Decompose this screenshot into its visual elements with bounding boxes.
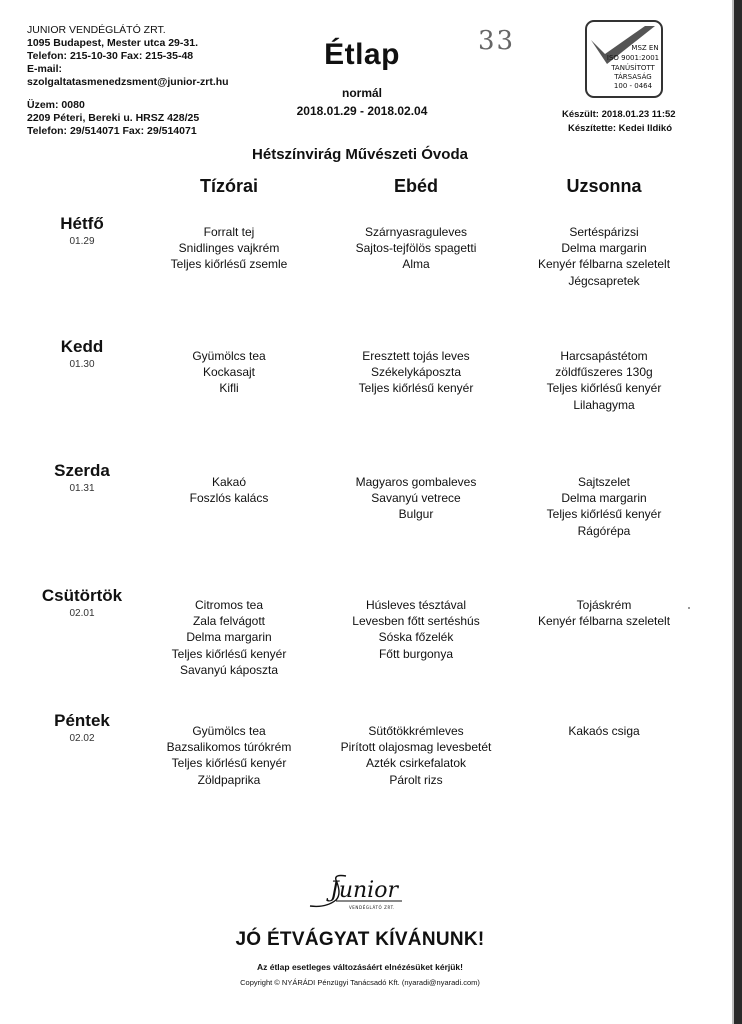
- menu-item: Kenyér félbarna szeletelt: [537, 257, 671, 272]
- company-phone-fax: Telefon: 215-10-30 Fax: 215-35-48: [27, 50, 194, 62]
- menu-item: Delma margarin: [561, 241, 647, 256]
- logo-subtext: VENDÉGLÁTÓ ZRT.: [348, 905, 396, 910]
- menu-item: Forralt tej: [203, 225, 255, 239]
- day-name: Hétfő: [60, 214, 104, 233]
- day-date: 01.29: [69, 236, 95, 247]
- menu-item: Zala felvágott: [192, 614, 266, 629]
- menu-cell-ebed: [311, 224, 521, 273]
- menu-item: Citromos tea: [194, 598, 264, 612]
- menu-item: Lilahagyma: [573, 397, 635, 412]
- cert-line: ISO 9001:2001: [606, 54, 660, 62]
- scan-edge: [734, 0, 742, 1024]
- menu-item: Foszlós kalács: [189, 491, 269, 506]
- menu-type: normál: [341, 86, 382, 100]
- menu-item: Sóska főzelék: [378, 630, 454, 645]
- date-range: 2018.01.29 - 2018.02.04: [296, 104, 428, 118]
- menu-item: Sajtos-tejfölös spagetti: [355, 241, 477, 256]
- cert-line: 100 - 0464: [613, 82, 653, 90]
- menu-cell-uzsonna: [499, 597, 709, 629]
- menu-item: Magyaros gombaleves: [355, 475, 477, 489]
- menu-cell-ebed: [311, 723, 521, 788]
- menu-item: Gyümölcs tea: [192, 349, 266, 363]
- menu-item: Jégcsapretek: [568, 273, 640, 288]
- menu-item: Főtt burgonya: [378, 646, 454, 661]
- company-name: JUNIOR VENDÉGLÁTÓ ZRT.: [27, 24, 166, 36]
- page-title: Étlap: [324, 38, 400, 71]
- menu-item: Levesben főtt sertéshús: [352, 614, 480, 629]
- menu-cell-tizorai: [124, 474, 334, 506]
- day-name: Kedd: [60, 337, 104, 356]
- menu-item: Eresztett tojás leves: [362, 349, 470, 363]
- menu-item: Teljes kiőrlésű zsemle: [170, 257, 288, 272]
- created-date: Készült: 2018.01.23 11:52: [562, 109, 676, 120]
- plant-phone: Telefon: 29/514071 Fax: 29/514071: [27, 125, 197, 137]
- menu-item: Teljes kiőrlésű kenyér: [358, 381, 474, 396]
- menu-item: Gyümölcs tea: [192, 724, 266, 738]
- handwritten-number: 33: [478, 26, 516, 56]
- column-header-uzsonna: Uzsonna: [566, 176, 642, 196]
- column-header-tizorai: Tízórai: [199, 176, 258, 196]
- menu-item: Tojáskrém: [576, 598, 632, 612]
- day-date: 01.31: [69, 483, 95, 494]
- menu-cell-tizorai: [124, 348, 334, 397]
- day-name: Csütörtök: [41, 586, 123, 605]
- day-name: Szerda: [54, 461, 110, 480]
- menu-cell-ebed: [311, 348, 521, 397]
- plant-address: 2209 Péteri, Bereki u. HRSZ 428/25: [27, 112, 200, 124]
- logo-text: Junior: [330, 878, 398, 903]
- company-email: szolgaltatasmenedzsment@junior-zrt.hu: [27, 76, 229, 88]
- menu-cell-uzsonna: [499, 348, 709, 413]
- company-email-label: E-mail:: [27, 63, 63, 75]
- menu-item: Delma margarin: [186, 630, 272, 645]
- menu-item: Székelykáposzta: [370, 365, 462, 380]
- menu-item: Delma margarin: [561, 491, 647, 506]
- junior-logo: [306, 870, 410, 914]
- iso-certificate-badge: [585, 20, 663, 98]
- menu-item: Teljes kiőrlésű kenyér: [171, 756, 287, 771]
- created-by: Készítette: Kedei Ildikó: [568, 123, 672, 134]
- menu-cell-uzsonna: [499, 474, 709, 539]
- menu-item: Húsleves tésztával: [365, 598, 467, 612]
- menu-item: Kenyér félbarna szeletelt: [537, 614, 671, 629]
- menu-cell-tizorai: [124, 597, 334, 678]
- menu-item: Teljes kiőrlésű kenyér: [546, 507, 662, 522]
- menu-item: Sütőtökkrémleves: [368, 724, 464, 738]
- menu-item: zöldfűszeres 130g: [555, 365, 653, 380]
- menu-cell-tizorai: [124, 723, 334, 788]
- institution-name: Hétszínvirág Művészeti Óvoda: [252, 146, 468, 163]
- menu-item: Alma: [402, 257, 430, 272]
- menu-item: Savanyú káposzta: [179, 662, 279, 677]
- menu-cell-ebed: [311, 597, 521, 662]
- cert-line: TÁRSASÁG: [614, 73, 652, 81]
- menu-item: Pirított olajosmag levesbetét: [340, 740, 492, 755]
- menu-item: Azték csirkefalatok: [365, 756, 467, 771]
- menu-cell-uzsonna: [499, 723, 709, 739]
- copyright-note: Copyright © NYÁRÁDI Pénzügyi Tanácsadó Kft. (nyaradi@nyaradi.com): [240, 978, 480, 987]
- menu-item: Sajtszelet: [577, 475, 631, 489]
- menu-item: Bulgur: [398, 507, 434, 522]
- cert-line: MSZ EN: [631, 44, 659, 52]
- menu-item: Párolt rizs: [389, 772, 443, 787]
- bon-appetit-message: JÓ ÉTVÁGYAT KÍVÁNUNK!: [235, 929, 485, 950]
- menu-cell-ebed: [311, 474, 521, 523]
- company-info: [27, 24, 229, 138]
- menu-item: Savanyú vetrece: [371, 491, 461, 506]
- day-date: 01.30: [69, 359, 95, 370]
- menu-item: Kifli: [219, 381, 239, 396]
- menu-item: Kockasajt: [202, 365, 256, 380]
- created-info: [562, 108, 676, 136]
- scan-speck: [688, 607, 690, 609]
- menu-item: Kakaós csiga: [568, 724, 640, 738]
- menu-item: Snidlinges vajkrém: [178, 241, 280, 256]
- menu-cell-uzsonna: [499, 224, 709, 289]
- cert-line: TANÚSÍTOTT: [611, 64, 655, 72]
- menu-item: Teljes kiőrlésű kenyér: [171, 646, 287, 661]
- day-name: Péntek: [54, 711, 110, 730]
- day-date: 02.01: [69, 608, 95, 619]
- menu-item: Rágórépa: [577, 523, 631, 538]
- menu-item: Harcsapástétom: [560, 349, 648, 363]
- day-date: 02.02: [69, 733, 95, 744]
- menu-item: Teljes kiőrlésű kenyér: [546, 381, 662, 396]
- menu-item: Sertéspárizsi: [569, 225, 639, 239]
- menu-item: Zöldpaprika: [197, 772, 261, 787]
- plant-id: Üzem: 0080: [27, 99, 85, 111]
- column-header-ebed: Ebéd: [393, 176, 438, 196]
- menu-item: Szárnyasraguleves: [364, 225, 468, 239]
- menu-item: Kakaó: [211, 475, 247, 489]
- menu-cell-tizorai: [124, 224, 334, 273]
- apology-note: Az étlap esetleges változásáért elnézésüket kérjük!: [257, 962, 463, 972]
- company-address: 1095 Budapest, Mester utca 29-31.: [27, 37, 198, 49]
- menu-item: Bazsalikomos túrókrém: [166, 740, 292, 755]
